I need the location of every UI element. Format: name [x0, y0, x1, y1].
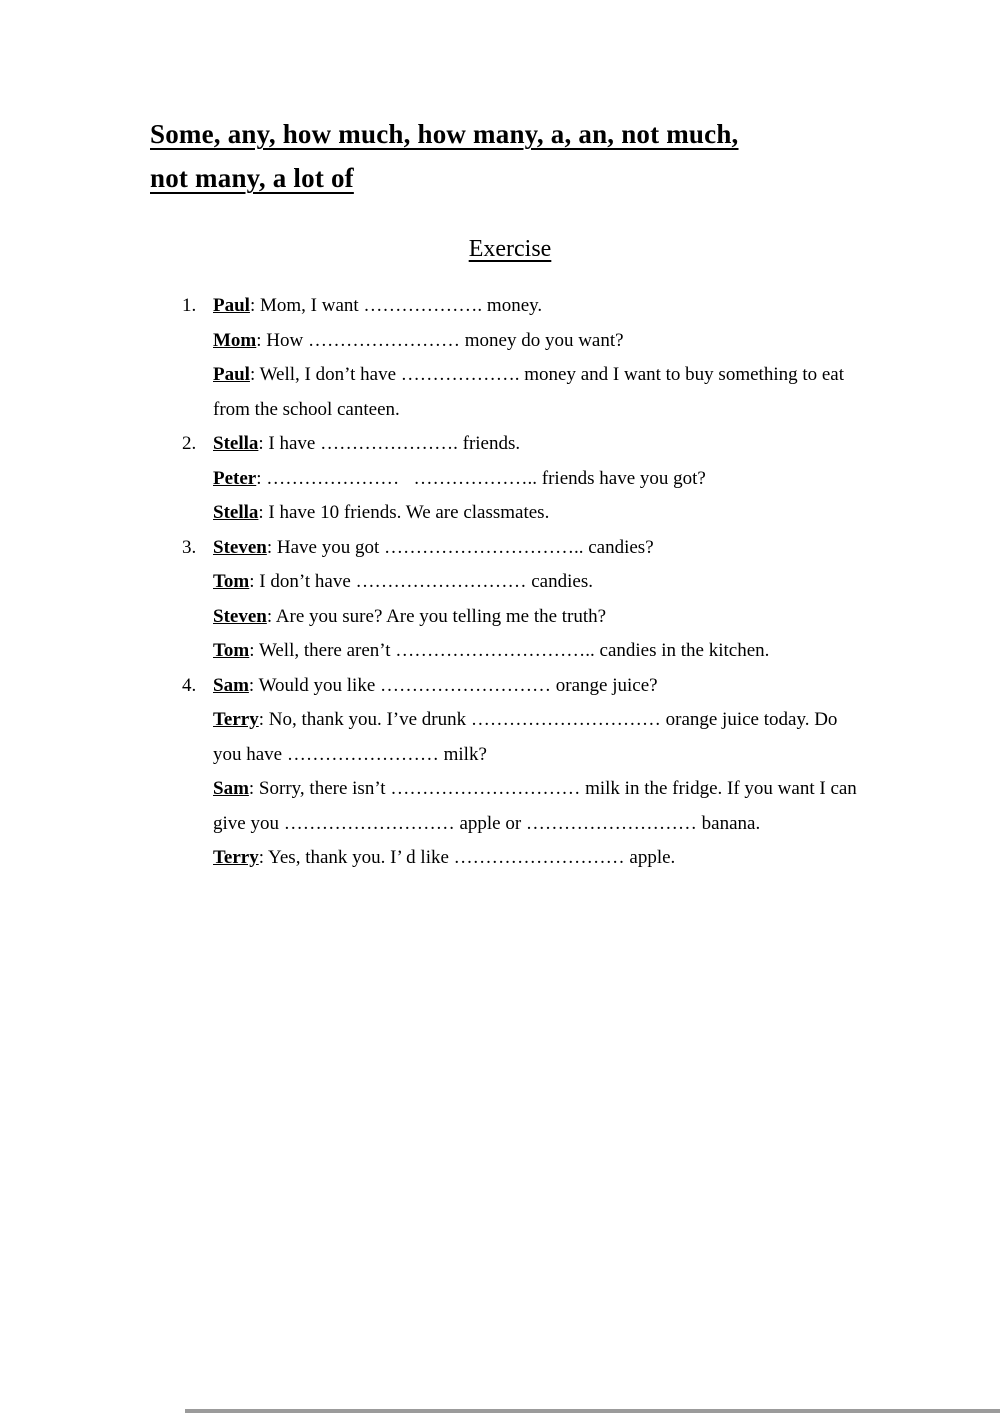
speaker-name: Tom [213, 640, 250, 661]
exercise-item [150, 289, 870, 427]
speaker-name: Steven [213, 605, 267, 627]
speaker-name: Sam [213, 778, 249, 799]
speaker-name: Terry [213, 847, 259, 868]
dialogue-text: : Would you like ……………………… orange juice? [248, 674, 658, 696]
exercise-content [213, 427, 870, 531]
item-number: 2. [182, 433, 197, 454]
dialogue-line [213, 324, 870, 359]
dialogue-text: : I have …………………. friends. [258, 433, 521, 454]
dialogue-line [213, 531, 870, 566]
exercise-heading: Exercise [468, 236, 552, 262]
dialogue-text: : I have 10 friends. We are classmates. [258, 502, 550, 523]
dialogue-text: : No, thank you. I’ve drunk ………………………… orange juice today. Do you have …………………… milk? [213, 709, 843, 765]
dialogue-text: : Sorry, there isn’t ………………………… milk in the fridge. If you want I can give you ……………………… apple or ……………………… banana. [213, 778, 862, 834]
speaker-name: Stella [213, 502, 259, 523]
dialogue-text: : Mom, I want ………………. money. [249, 295, 543, 316]
item-number: 4. [182, 674, 197, 696]
speaker-name: Paul [213, 295, 250, 316]
dialogue-line [213, 600, 870, 635]
title-line-1: Some, any, how much, how many, a, an, not much, [150, 119, 739, 149]
speaker-name: Mom [213, 329, 257, 351]
item-number: 3. [182, 536, 197, 558]
exercise-content [213, 531, 870, 669]
worksheet-title [150, 112, 870, 200]
exercise-item [150, 531, 870, 669]
dialogue-line [213, 703, 870, 772]
title-line-2: not many, a lot of [150, 163, 354, 193]
dialogue-text: : Are you sure? Are you telling me the truth? [266, 605, 607, 627]
dialogue-line [213, 462, 870, 497]
speaker-name: Tom [213, 571, 250, 592]
exercise-list [150, 289, 870, 876]
dialogue-text: : I don’t have ……………………… candies. [249, 571, 593, 592]
dialogue-text: : How …………………… money do you want? [256, 329, 624, 351]
dialogue-text: : Yes, thank you. I’ d like ……………………… apple. [258, 847, 676, 868]
exercise-item [150, 427, 870, 531]
dialogue-line [213, 358, 870, 427]
dialogue-text: : Have you got ………………………….. candies? [266, 536, 654, 558]
speaker-name: Peter [213, 467, 257, 489]
dialogue-text: : Well, I don’t have ………………. money and I want to buy something to eat from the school canteen. [213, 364, 849, 420]
exercise-content [213, 289, 870, 427]
dialogue-line [213, 427, 870, 462]
item-number: 1. [182, 295, 197, 316]
speaker-name: Sam [213, 674, 249, 696]
dialogue-text: : Well, there aren’t ………………………….. candies in the kitchen. [249, 640, 770, 661]
dialogue-line [213, 669, 870, 704]
dialogue-line [213, 496, 870, 531]
dialogue-line [213, 841, 870, 876]
dialogue-line [213, 565, 870, 600]
dialogue-line [213, 772, 870, 841]
exercise-item [150, 669, 870, 876]
speaker-name: Terry [213, 709, 259, 730]
dialogue-line [213, 634, 870, 669]
speaker-name: Paul [213, 364, 250, 385]
dialogue-text: : ………………… ……………….. friends have you got? [256, 467, 706, 489]
exercise-content [213, 669, 870, 876]
page-edge-artifact [185, 1409, 1000, 1413]
speaker-name: Stella [213, 433, 259, 454]
dialogue-line [213, 289, 870, 324]
speaker-name: Steven [213, 536, 267, 558]
